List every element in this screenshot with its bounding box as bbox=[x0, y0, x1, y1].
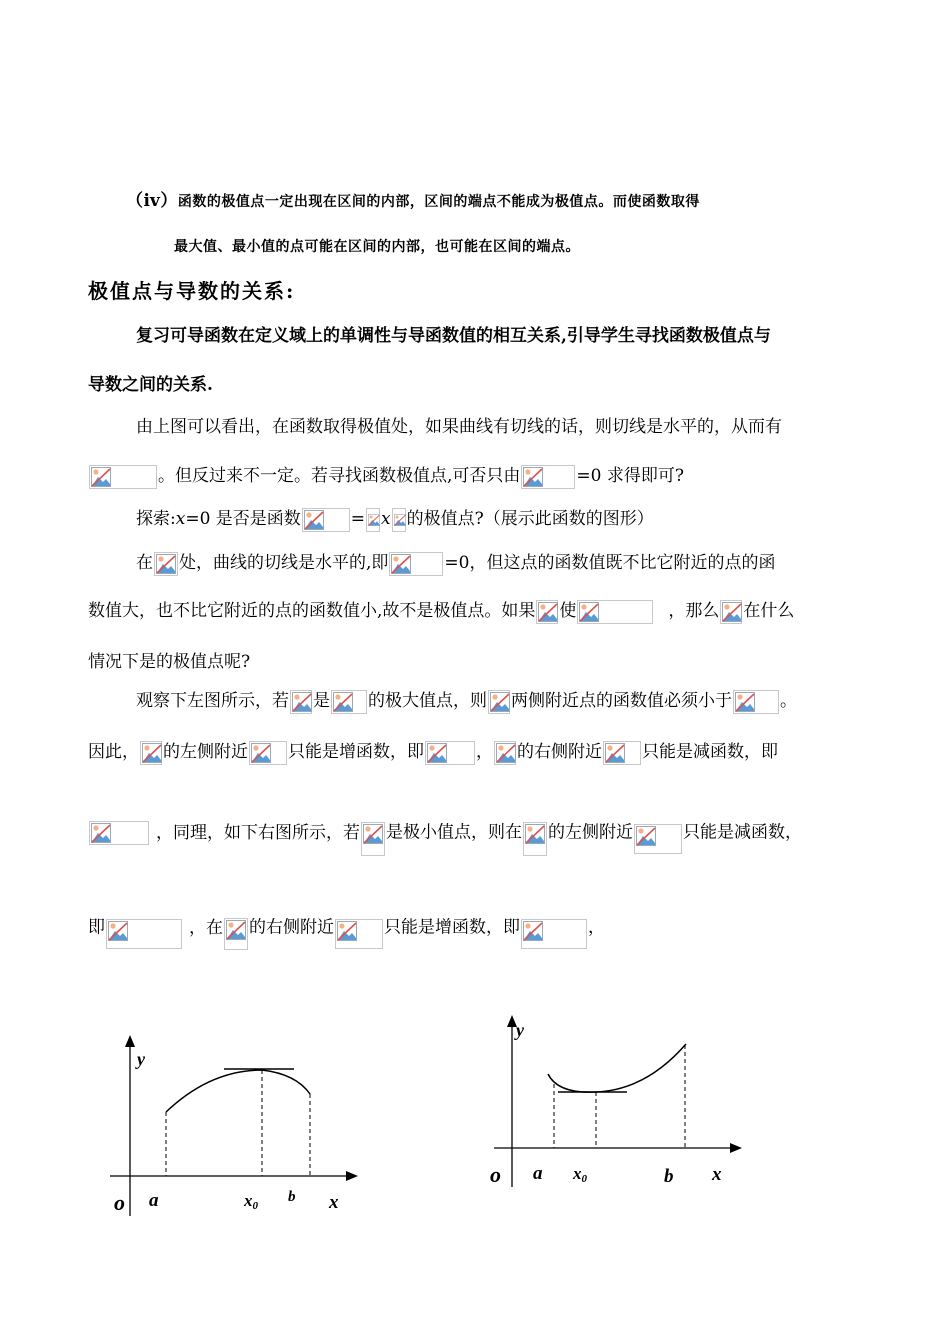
label-x0-sub: 0 bbox=[581, 1173, 587, 1185]
label-x: x bbox=[329, 1192, 339, 1213]
formula-image bbox=[488, 690, 510, 714]
p4-text-f: 因此， bbox=[88, 742, 139, 762]
formula-image bbox=[361, 822, 385, 856]
p4-text-r: 的右侧附近 bbox=[249, 917, 334, 938]
label-a: a bbox=[149, 1190, 159, 1211]
graph-local-minimum bbox=[486, 1012, 756, 1197]
broken-image-icon bbox=[579, 602, 599, 622]
broken-image-icon bbox=[333, 692, 353, 712]
broken-image-icon bbox=[722, 602, 742, 622]
label-y: y bbox=[516, 1020, 524, 1040]
p4-text-b: 是 bbox=[313, 691, 330, 711]
item-iv-marker: （ⅳ） bbox=[126, 191, 178, 211]
p2-line bbox=[136, 507, 654, 532]
formula-image bbox=[106, 919, 182, 949]
broken-image-icon bbox=[292, 692, 312, 712]
label-x0 bbox=[572, 1164, 588, 1185]
broken-image-icon bbox=[368, 510, 380, 530]
p4-text-c: 的极大值点，则 bbox=[368, 691, 487, 711]
p4-text-k: 只能是减函数，即 bbox=[642, 742, 778, 762]
p4-text-h: 只能是增函数，即 bbox=[288, 742, 424, 762]
label-b: b bbox=[664, 1166, 674, 1187]
section-heading: 极值点与导数的关系: bbox=[88, 279, 296, 303]
broken-image-icon bbox=[735, 692, 755, 712]
label-y: y bbox=[137, 1049, 145, 1069]
formula-image bbox=[335, 919, 383, 949]
curve bbox=[166, 1070, 310, 1112]
broken-image-icon bbox=[523, 921, 543, 941]
broken-image-icon bbox=[394, 510, 406, 530]
label-x0 bbox=[243, 1191, 259, 1212]
formula-image bbox=[523, 822, 547, 856]
broken-image-icon bbox=[523, 467, 543, 487]
p3-text-a: 在 bbox=[136, 553, 153, 573]
p3-line1 bbox=[136, 551, 775, 576]
broken-image-icon bbox=[525, 824, 545, 844]
formula-image bbox=[720, 600, 742, 624]
p1-line1: 由上图可以看出，在函数取得极值处，如果曲线有切线的话，则切线是水平的，从而有 bbox=[136, 417, 782, 437]
p1-text-b: 。但反过来不一定。若寻找函数极值点,可否只由 bbox=[158, 466, 521, 486]
p4-text-g: 的左侧附近 bbox=[163, 742, 248, 762]
formula-image bbox=[603, 741, 641, 765]
p1-text-c: =0 求得即可? bbox=[576, 466, 684, 486]
p4-text-s: 只能是增函数，即 bbox=[384, 917, 520, 938]
broken-image-icon bbox=[636, 826, 656, 846]
p4-text-i: ， bbox=[476, 742, 493, 762]
formula-image bbox=[89, 465, 157, 489]
p3-text-e: 使 bbox=[559, 601, 577, 621]
formula-image bbox=[89, 821, 149, 845]
formula-image bbox=[392, 508, 406, 532]
item-iv-text1: 函数的极值点一定出现在区间的内部，区间的端点不能成为极值点。而使函数取得 bbox=[177, 194, 700, 210]
broken-image-icon bbox=[427, 743, 447, 763]
item-iv-line2: 最大值、最小值的点可能在区间的内部，也可能在区间的端点。 bbox=[174, 239, 580, 255]
p3-text-d: 数值大，也不比它附近的点的函数值小,故不是极值点。如果 bbox=[88, 601, 536, 621]
formula-image bbox=[425, 741, 475, 765]
formula-image bbox=[521, 919, 587, 949]
formula-image bbox=[154, 552, 178, 576]
p4-text-a: 观察下左图所示，若 bbox=[136, 691, 289, 711]
p4-text-d: 两侧附近点的函数值必须小于 bbox=[511, 691, 732, 711]
p3-text-g: 在什么 bbox=[743, 601, 795, 621]
label-a: a bbox=[533, 1163, 543, 1184]
label-x0-sub: 0 bbox=[252, 1200, 258, 1212]
formula-image bbox=[577, 600, 653, 624]
formula-image bbox=[302, 508, 350, 532]
p4-line3 bbox=[88, 816, 802, 850]
label-b: b bbox=[288, 1189, 296, 1205]
p3-text-b: 处，曲线的切线是水平的,即 bbox=[179, 553, 389, 573]
broken-image-icon bbox=[496, 743, 516, 763]
formula-image bbox=[331, 690, 367, 714]
review-line2: 导数之间的关系. bbox=[88, 375, 213, 395]
review-line1: 复习可导函数在定义域上的单调性与导函数值的相互关系,引导学生寻找函数极值点与 bbox=[136, 326, 771, 346]
p4-text-l: ，同理，如下右图所示，若 bbox=[156, 822, 360, 843]
broken-image-icon bbox=[337, 921, 357, 941]
formula-image bbox=[366, 508, 380, 532]
p4-text-q: ，在 bbox=[189, 917, 223, 938]
x-axis-arrow bbox=[730, 1143, 742, 1153]
p3-line2 bbox=[88, 599, 794, 624]
broken-image-icon bbox=[226, 920, 246, 940]
p4-line4 bbox=[88, 912, 605, 944]
broken-image-icon bbox=[605, 743, 625, 763]
y-axis-arrow bbox=[125, 1035, 135, 1047]
label-x: x bbox=[712, 1164, 722, 1185]
broken-image-icon bbox=[251, 743, 271, 763]
broken-image-icon bbox=[142, 743, 162, 763]
p2-text-c: = bbox=[350, 509, 366, 529]
formula-image bbox=[733, 690, 779, 714]
p4-line2 bbox=[88, 740, 778, 765]
formula-image bbox=[536, 600, 558, 624]
curve bbox=[548, 1044, 686, 1092]
x-axis-arrow bbox=[346, 1171, 358, 1181]
formula-image bbox=[389, 552, 443, 576]
broken-image-icon bbox=[538, 602, 558, 622]
formula-image bbox=[224, 918, 248, 950]
label-x0-main: x bbox=[573, 1164, 582, 1183]
label-x0-main: x bbox=[244, 1191, 253, 1210]
p4-text-t: ， bbox=[588, 917, 605, 938]
formula-image bbox=[494, 741, 516, 765]
formula-image bbox=[521, 465, 575, 489]
label-o: o bbox=[114, 1190, 125, 1215]
p4-line1 bbox=[136, 689, 797, 714]
broken-image-icon bbox=[91, 823, 111, 843]
broken-image-icon bbox=[304, 510, 324, 530]
formula-image bbox=[249, 741, 287, 765]
broken-image-icon bbox=[490, 692, 510, 712]
formula-image bbox=[140, 741, 162, 765]
item-iv-line1 bbox=[126, 186, 700, 211]
p4-text-m: 是极小值点，则在 bbox=[386, 822, 522, 843]
broken-image-icon bbox=[391, 554, 411, 574]
p2-text-b: =0 是否是函数 bbox=[185, 509, 301, 529]
p4-text-o: 只能是减函数， bbox=[683, 822, 802, 843]
label-o: o bbox=[490, 1162, 501, 1187]
p2-var-x: x bbox=[381, 509, 391, 529]
broken-image-icon bbox=[91, 467, 111, 487]
broken-image-icon bbox=[108, 921, 128, 941]
p3-text-c: =0，但这点的函数值既不比它附近的点的函 bbox=[444, 553, 776, 573]
p4-text-e: 。 bbox=[780, 691, 797, 711]
p3-text-f: ，那么 bbox=[668, 601, 720, 621]
p4-text-j: 的右侧附近 bbox=[517, 742, 602, 762]
p4-text-n: 的左侧附近 bbox=[548, 822, 633, 843]
p4-text-p: 即 bbox=[88, 917, 105, 938]
p2-var-x: x bbox=[175, 509, 186, 529]
p3-line3: 情况下是的极值点呢? bbox=[88, 652, 251, 672]
p1-line2 bbox=[88, 464, 684, 489]
p2-text-e: 的极值点?（展示此函数的图形） bbox=[406, 509, 654, 529]
formula-image bbox=[634, 824, 682, 854]
p2-text-a: 探索: bbox=[136, 509, 176, 529]
graph-local-maximum bbox=[100, 1030, 370, 1220]
broken-image-icon bbox=[156, 554, 176, 574]
broken-image-icon bbox=[363, 824, 383, 844]
formula-image bbox=[290, 690, 312, 714]
